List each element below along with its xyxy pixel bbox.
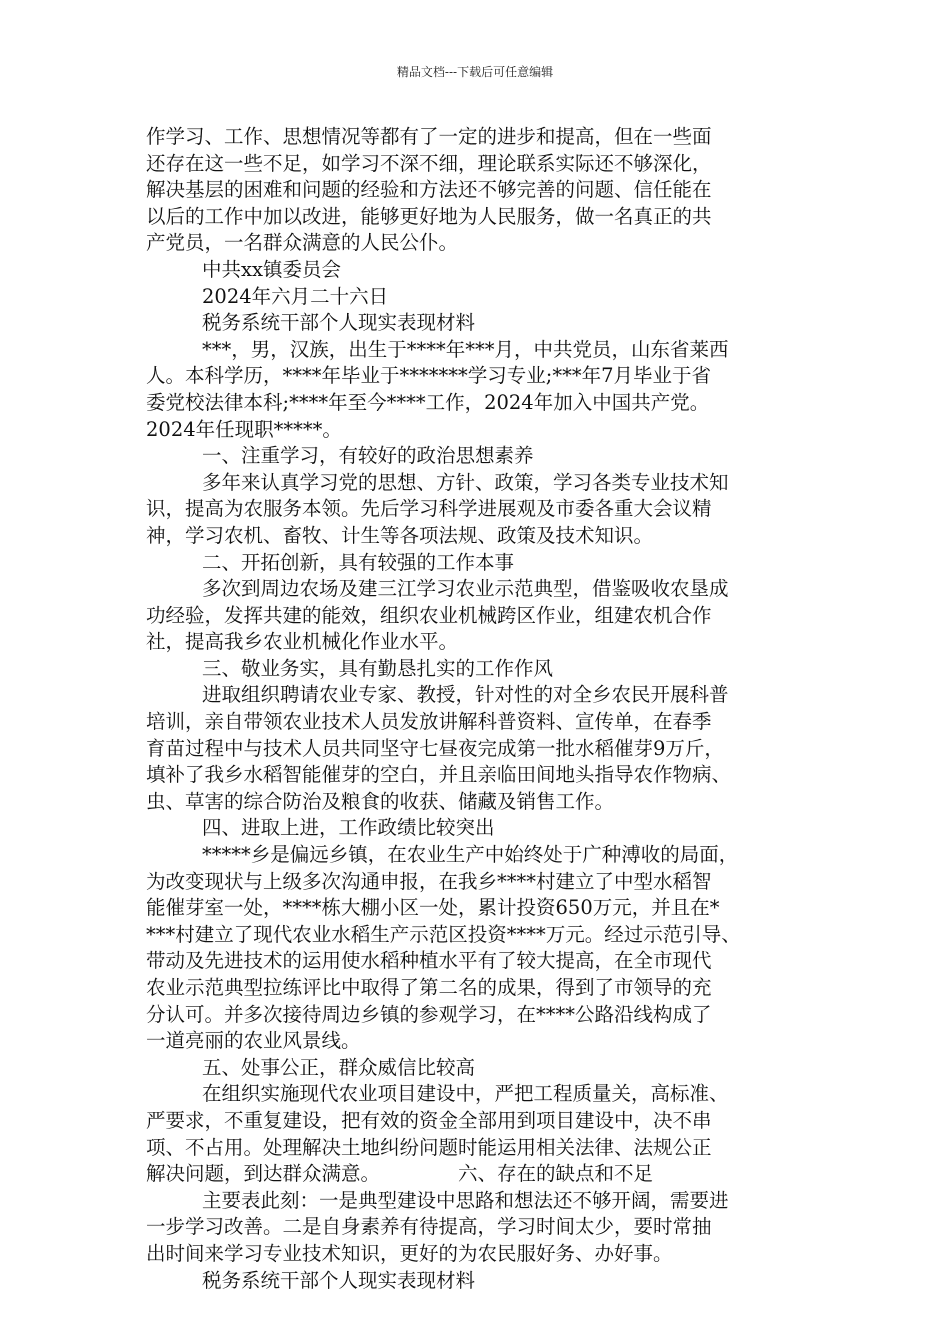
text-line-content: 育苗过程中与技术人员共同坚守七昼夜完成第一批水稻催芽9万斤， [146,736,724,760]
text-line [146,682,810,709]
text-line-content: 农业示范典型拉练评比中取得了第二名的成果，得到了市领导的充 [146,976,712,999]
text-line [146,1002,810,1029]
text-line-content: 解决问题，到达群众满意。 [146,1162,381,1186]
text-line-content: 带动及先进技术的运用使水稻种植水平有了较大提高，在全市现代 [146,949,712,973]
text-line [146,390,810,417]
text-line [146,815,810,842]
text-line [146,363,810,390]
text-line [146,922,810,949]
text-line-content: 一、注重学习，有较好的政治思想素养 [202,444,534,468]
text-line-content: 出时间来学习专业技术知识，更好的为农民服好务、办好事。 [146,1241,673,1265]
text-line [146,1161,810,1188]
text-line [146,1268,810,1295]
text-line [146,443,810,470]
text-line-content: 税务系统干部个人现实表现材料 [202,311,476,335]
text-line-content: 一步学习改善。二是自身素养有待提高，学习时间太少，要时常抽 [146,1215,712,1239]
text-line-content: 项、不占用。处理解决土地纠纷问题时能运用相关法律、法规公正 [146,1135,712,1159]
text-line [146,284,810,311]
text-line [146,1081,810,1108]
text-line [146,1214,810,1241]
text-line-content: 功经验，发挥共建的能效，组织农业机械跨区作业，组建农机合作 [146,603,712,627]
text-line-content: 为改变现状与上级多次沟通申报，在我乡****村建立了中型水稻智 [146,869,712,893]
text-line [146,1135,810,1162]
text-line-content: 二、开拓创新，具有较强的工作本事 [202,550,515,574]
text-line-content: 多年来认真学习党的思想、方针、政策，学习各类专业技术知 [202,470,729,494]
text-line-content: 能催芽室一处，****栋大棚小区一处，累计投资650万元，并且在* [146,896,720,920]
text-line-content: 在组织实施现代农业项目建设中，严把工程质量关，高标准、 [202,1082,729,1106]
text-line-content: 人。本科学历，****年毕业于*******学习专业;***年7月毕业于省 [146,364,711,388]
text-line [146,417,810,444]
text-line-content: 委党校法律本科;****年至今****工作，2024年加入中国共产党。 [146,390,710,414]
text-line-content: 培训，亲自带领农业技术人员发放讲解科普资料、宣传单，在春季 [146,710,712,734]
text-line [146,709,810,736]
text-line [146,337,810,364]
text-line [146,523,810,550]
text-line-content: 四、进取上进，工作政绩比较突出 [202,816,495,840]
text-line [146,869,810,896]
text-line-content: 进取组织聘请农业专家、教授，针对性的对全乡农民开展科普 [202,683,729,707]
text-line [146,230,810,257]
text-line-content: 填补了我乡水稻智能催芽的空白，并且亲临田间地头指导农作物病、 [146,763,732,787]
text-line [146,550,810,577]
text-line-content: 社，提高我乡农业机械化作业水平。 [146,630,459,654]
text-line-content: 还存在这一些不足，如学习不深不细，理论联系实际还不够深化， [146,151,712,175]
text-line [146,151,810,178]
inline-section-heading: 六、存在的缺点和不足 [458,1162,654,1186]
text-line [146,1028,810,1055]
text-line [146,656,810,683]
text-line-content: 三、敬业务实，具有勤恳扎实的工作作风 [202,656,554,680]
text-line [146,762,810,789]
text-line [146,948,810,975]
text-line [146,204,810,231]
text-line-content: 以后的工作中加以改进，能够更好地为人民服务，做一名真正的共 [146,204,712,228]
page-header: 精品文档---下载后可任意编辑 [396,65,554,79]
text-line-content: 2024年六月二十六日 [202,284,389,308]
text-line [146,470,810,497]
text-line-content: 税务系统干部个人现实表现材料 [202,1268,476,1292]
text-line-content: 中共xx镇委员会 [202,257,341,281]
text-line [146,257,810,284]
text-line-content: 主要表此刻：一是典型建设中思路和想法还不够开阔，需要进 [202,1188,729,1212]
text-line [146,496,810,523]
text-line-content: 神，学习农机、畜牧、计生等各项法规、政策及技术知识。 [146,523,654,547]
text-line-content: 虫、草害的综合防治及粮食的收获、储藏及销售工作。 [146,789,615,813]
text-line-content: ***村建立了现代农业水稻生产示范区投资****万元。经过示范引导、 [146,922,741,946]
text-line-content: 识，提高为农服务本领。先后学习科学进展观及市委各重大会议精 [146,497,712,521]
text-line-content: 解决基层的困难和问题的经验和方法还不够完善的问题、信任能在 [146,178,712,202]
text-line [146,177,810,204]
text-line-content: ***，男，汉族，出生于****年***月，中共党员，山东省莱西 [202,337,729,361]
text-line-content: 产党员，一名群众满意的人民公仆。 [146,231,459,255]
text-line [146,603,810,630]
text-line [146,1241,810,1268]
text-line [146,842,810,869]
text-line [146,124,810,151]
text-line [146,310,810,337]
text-line [146,576,810,603]
text-line [146,789,810,816]
text-line [146,895,810,922]
text-line [146,975,810,1002]
document-body [146,124,810,1294]
text-line [146,1108,810,1135]
text-line-content: 多次到周边农场及建三江学习农业示范典型，借鉴吸收农垦成 [202,577,729,601]
text-line [146,1188,810,1215]
text-line-content: 严要求，不重复建设，把有效的资金全部用到项目建设中，决不串 [146,1108,712,1132]
text-line [146,629,810,656]
text-line-content: 2024年任现职*****。 [146,417,342,441]
text-line-content: *****乡是偏远乡镇，在农业生产中始终处于广种溥收的局面， [202,843,739,867]
text-line [146,1055,810,1082]
text-line-content: 作学习、工作、思想情况等都有了一定的进步和提高，但在一些面 [146,125,712,148]
text-line-content: 分认可。并多次接待周边乡镇的参观学习，在****公路沿线构成了 [146,1002,712,1026]
text-line [146,736,810,763]
text-line-content: 一道亮丽的农业风景线。 [146,1029,361,1053]
text-line-content: 五、处事公正，群众威信比较高 [202,1055,476,1079]
